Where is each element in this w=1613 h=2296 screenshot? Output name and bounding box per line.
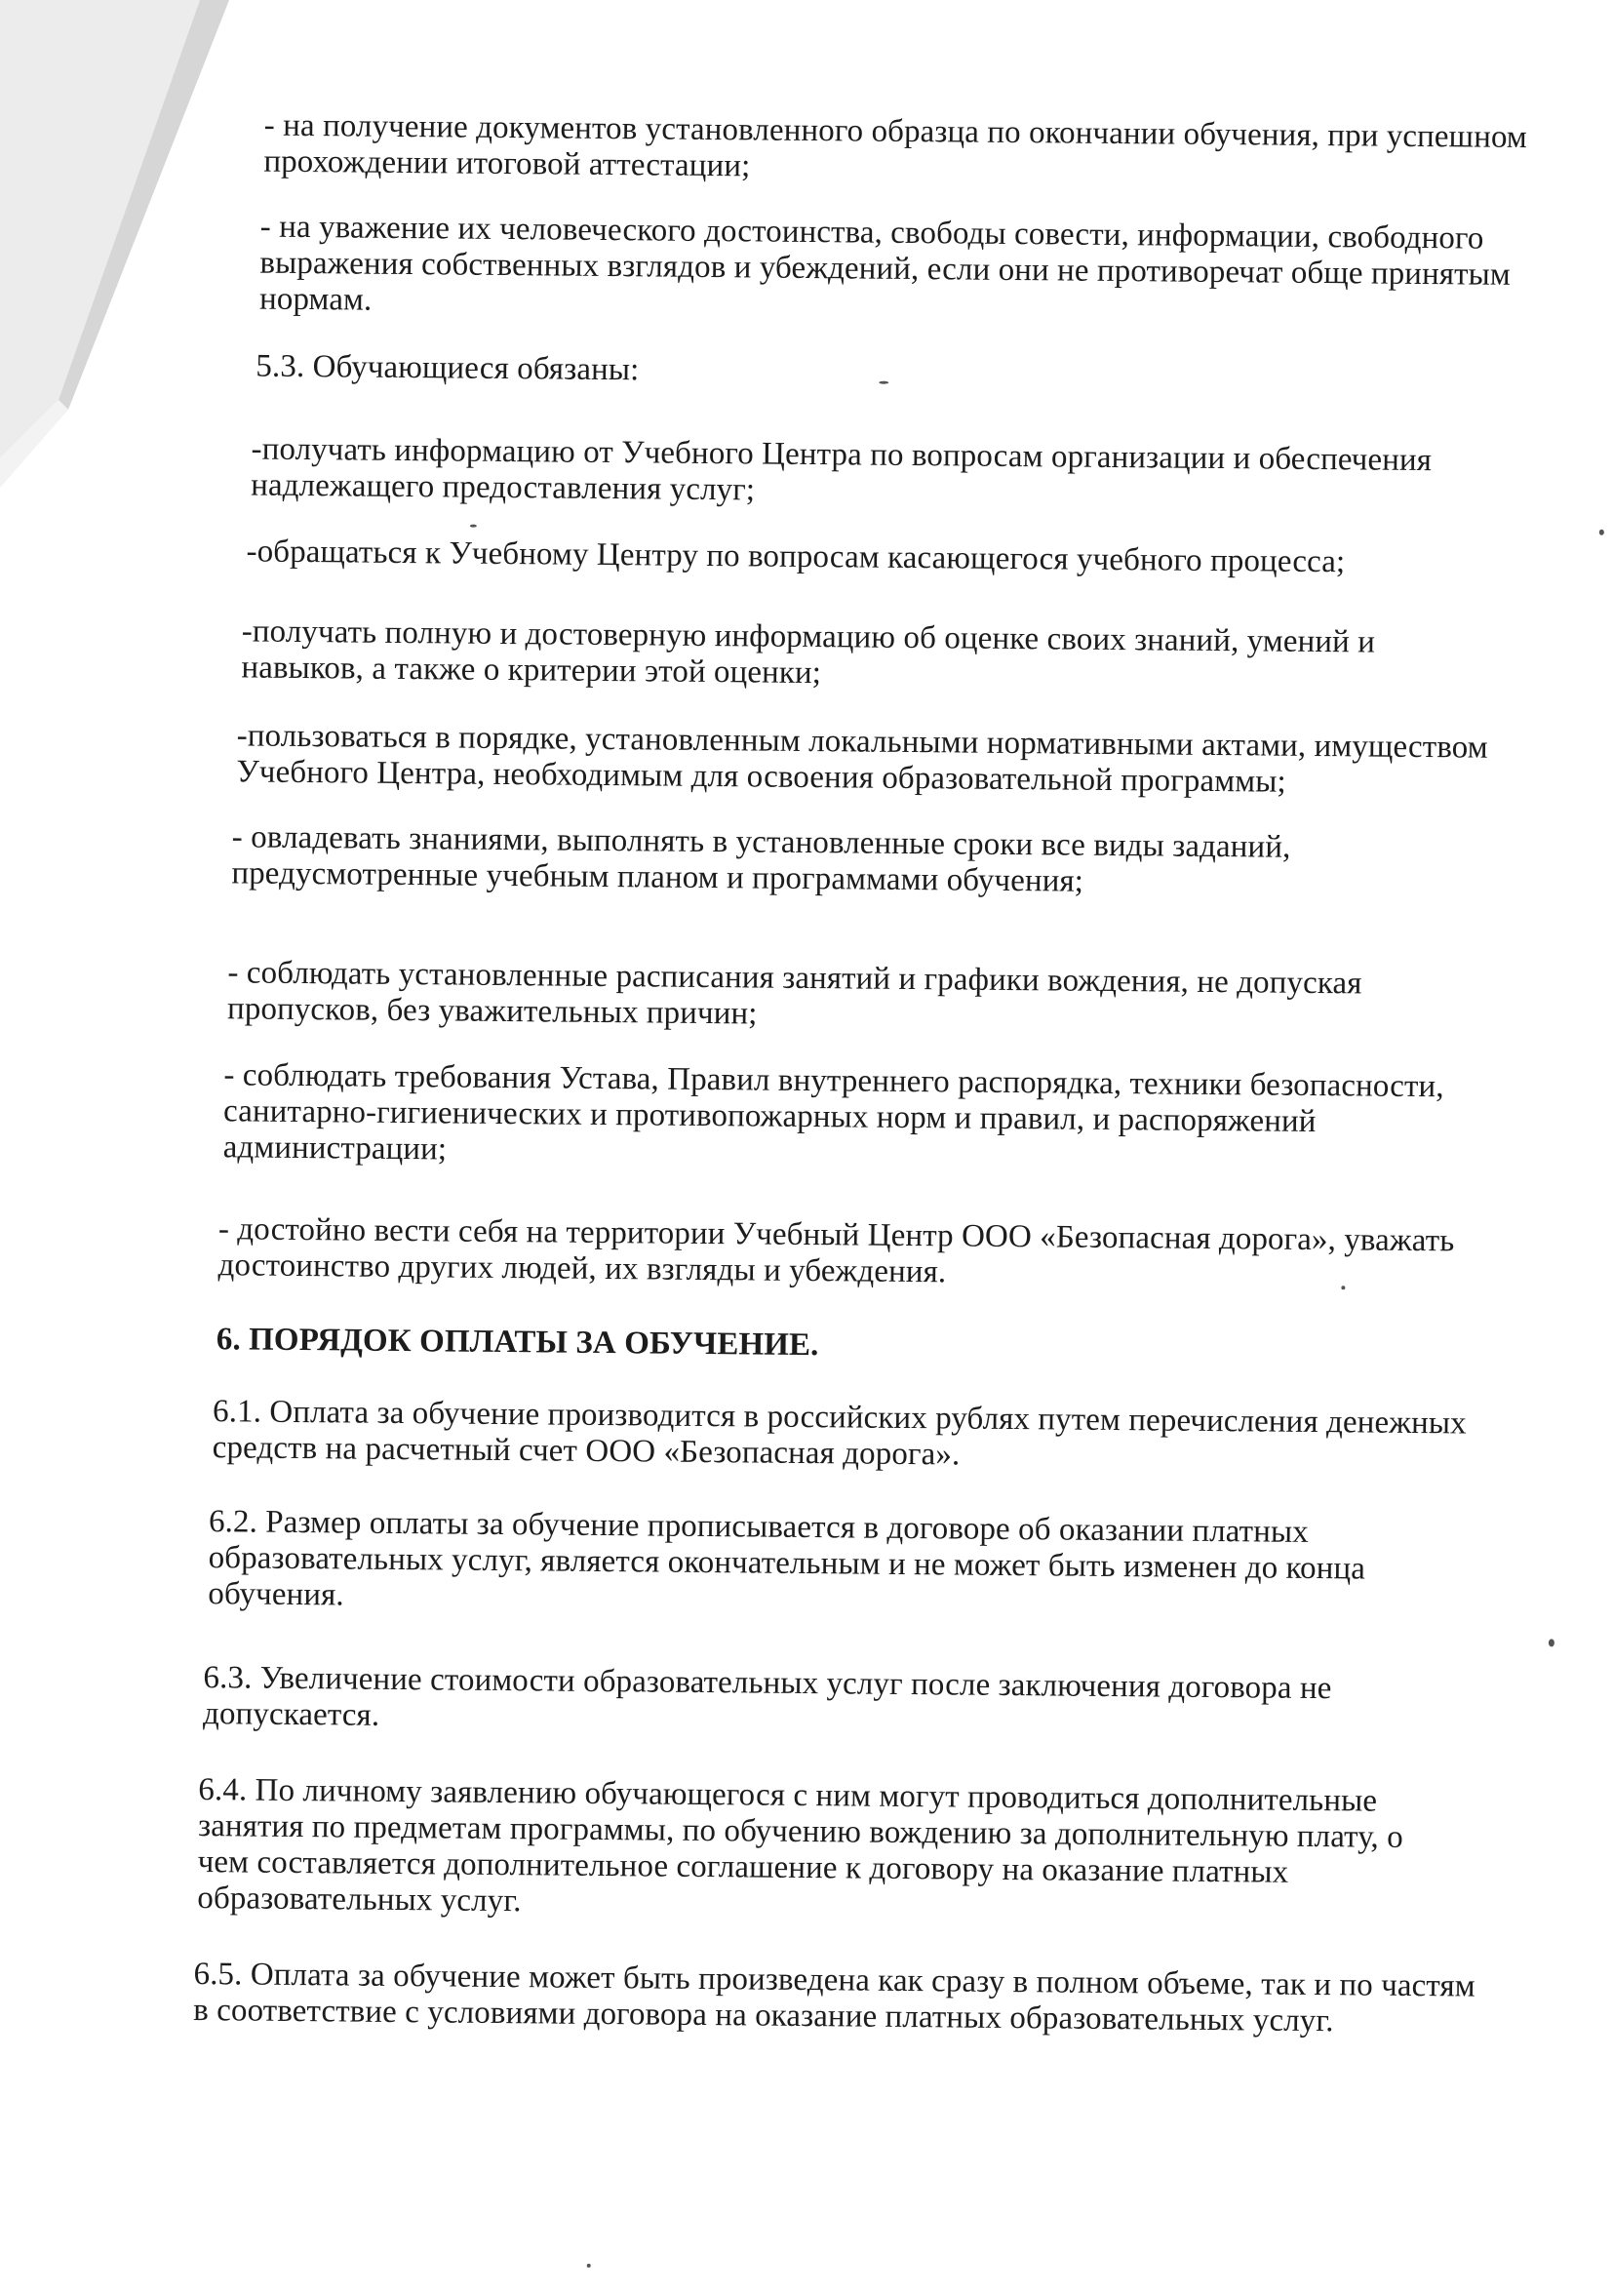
scan-speck [879,381,888,384]
paragraph-payment-6-2: 6.2. Размер оплаты за обучение прописывается в договоре об оказании платных образовательных услуг, является окончательным и не может быть изменен до конца обучения. [208,1504,1366,1613]
scan-speck [1549,1639,1554,1646]
section-heading-payment: 6. ПОРЯДОК ОПЛАТЫ ЗА ОБУЧЕНИЕ. [216,1322,819,1364]
paragraph-behave-properly: - достойно вести себя на территории Учебный Центр ООО «Безопасная дорога», уважать достоинство других людей, их взгляды и убеждения. [217,1211,1455,1290]
scan-speck [470,525,477,528]
paragraph-follow-rules: - соблюдать требования Устава, Правил внутреннего распорядка, техники безопасности, санитарно-гигиенических и противопожарных норм и правил, и распоряжений администрации; [222,1057,1444,1168]
paragraph-dignity-respect: - на уважение их человеческого достоинства, свободы совести, информации, свободного выражения собственных взглядов и убеждений, если они не противоречат обще принятым нормам. [258,209,1512,318]
paragraph-heading-5-3: 5.3. Обучающиеся обязаны: [256,348,640,388]
paragraph-payment-6-4: 6.4. По личному заявлению обучающегося с ним могут проводиться дополнительные занятия по предметам программы, по обучению вождению за дополнительную плату, о чем составляется дополнительное соглашение к договору на оказание платных образовательных услуг. [197,1772,1403,1920]
scan-speck [587,2264,591,2268]
paragraph-document-receipt: - на получение документов установленного образца по окончании обучения, при успешном прохождении итоговой аттестации; [263,107,1528,184]
paragraph-assessment-info: -получать полную и достоверную информацию об оценке своих знаний, умений и навыков, а также о критерии этой оценки; [241,614,1376,692]
paragraph-payment-6-3: 6.3. Увеличение стоимости образовательных услуг после заключения договора не допускается. [202,1660,1332,1733]
paragraph-follow-schedule: - соблюдать установленные расписания занятий и графики вождения, не допуская пропусков, без уважительных причин; [226,955,1362,1032]
paragraph-use-property: -пользоваться в порядке, установленным локальными нормативными актами, имуществом Учебного Центра, необходимым для освоения образовательной программы; [236,718,1488,800]
scan-speck [1599,530,1604,535]
paragraph-receive-information: -получать информацию от Учебного Центра по вопросам организации и обеспечения надлежащего предоставления услуг; [251,431,1433,508]
paragraph-payment-6-5: 6.5. Оплата за обучение может быть произведена как сразу в полном объеме, так и по частям в соответствие с условиями договора на оказание платных образовательных услуг. [193,1957,1475,2039]
paragraph-payment-6-1: 6.1. Оплата за обучение производится в российских рублях путем перечисления денежных средств на расчетный счет ООО «Безопасная дорога». [212,1394,1467,1473]
paragraph-master-knowledge: - овладевать знаниями, выполнять в установленные сроки все виды заданий, предусмотренные учебным планом и программами обучения; [231,819,1291,899]
paragraph-contact-center: -обращаться к Учебному Центру по вопросам касающегося учебного процесса; [246,534,1346,580]
scan-speck [1341,1286,1345,1289]
